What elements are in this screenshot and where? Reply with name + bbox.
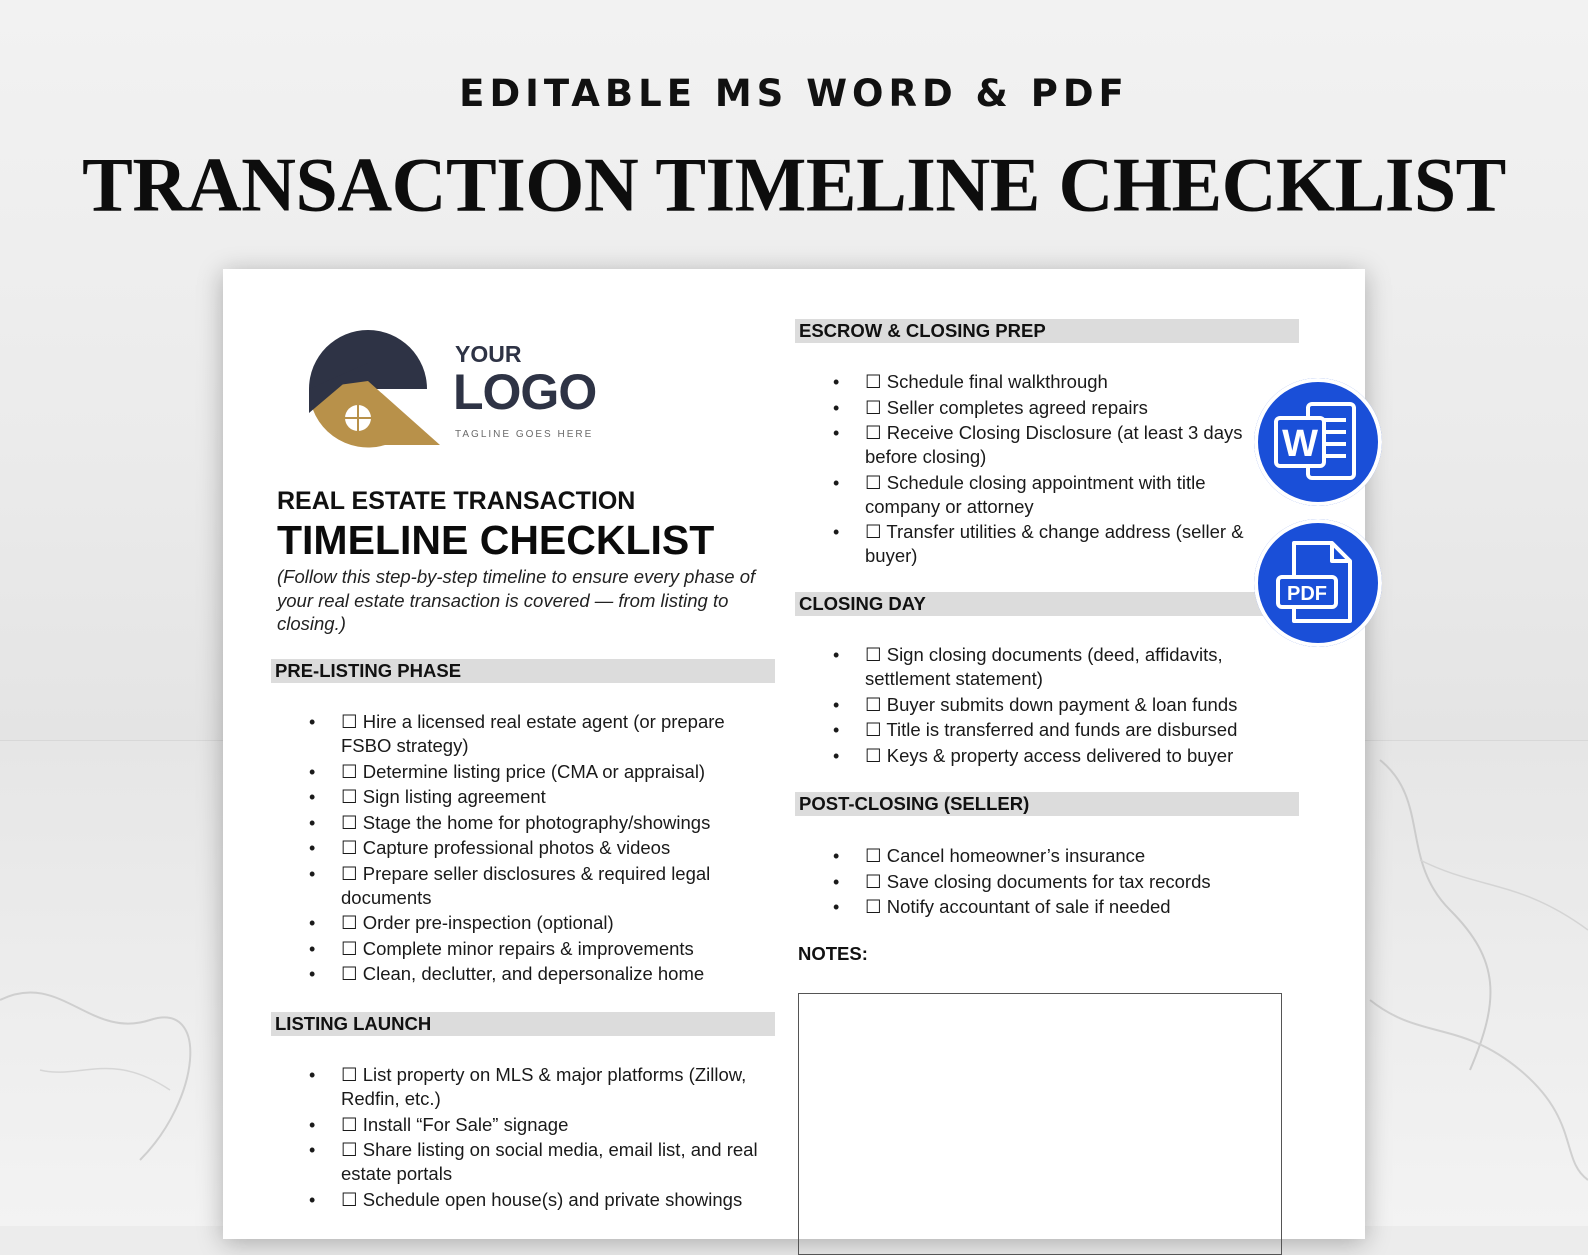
list-item[interactable]: • ☐ List property on MLS & major platforms (Zillow, Redfin, etc.) [277, 1063, 767, 1111]
list-item[interactable]: • ☐ Share listing on social media, email list, and real estate portals [277, 1138, 767, 1186]
section-heading-escrow: ESCROW & CLOSING PREP [795, 319, 1299, 343]
list-item[interactable]: • ☐ Complete minor repairs & improvements [277, 937, 767, 961]
list-item[interactable]: • ☐ Transfer utilities & change address (seller & buyer) [801, 520, 1263, 568]
list-item[interactable]: • ☐ Title is transferred and funds are disbursed [801, 718, 1263, 742]
list-item[interactable]: • ☐ Clean, declutter, and depersonalize home [277, 962, 767, 986]
list-item[interactable]: • ☐ Sign closing documents (deed, affidavits, settlement statement) [801, 643, 1263, 691]
escrow-list [801, 370, 1263, 570]
notes-box[interactable] [798, 993, 1282, 1255]
section-heading-closing-day: CLOSING DAY [795, 592, 1299, 616]
list-item[interactable]: • ☐ Sign listing agreement [277, 785, 767, 809]
section-heading-listing-launch: LISTING LAUNCH [271, 1012, 775, 1036]
document-subtitle: REAL ESTATE TRANSACTION [277, 487, 636, 515]
logo-text: LOGO [453, 364, 597, 420]
main-title: TRANSACTION TIMELINE CHECKLIST [82, 142, 1506, 228]
logo [285, 319, 615, 461]
pdf-badge-label: PDF [1287, 583, 1327, 605]
post-closing-list [801, 844, 1263, 921]
listing-launch-list [277, 1063, 767, 1213]
list-item[interactable]: • ☐ Seller completes agreed repairs [801, 396, 1263, 420]
list-item[interactable]: • ☐ Save closing documents for tax records [801, 870, 1263, 894]
list-item[interactable]: • ☐ Schedule final walkthrough [801, 370, 1263, 394]
list-item[interactable]: • ☐ Receive Closing Disclosure (at least 3 days before closing) [801, 421, 1263, 469]
list-item[interactable]: • ☐ Cancel homeowner’s insurance [801, 844, 1263, 868]
word-badge [1254, 378, 1382, 506]
logo-your-text: YOUR [455, 341, 522, 367]
list-item[interactable]: • ☐ Notify accountant of sale if needed [801, 895, 1263, 919]
list-item[interactable]: • ☐ Prepare seller disclosures & required legal documents [277, 862, 767, 910]
logo-tagline: TAGLINE GOES HERE [455, 429, 594, 440]
section-heading-pre-listing: PRE-LISTING PHASE [271, 659, 775, 683]
list-item[interactable]: • ☐ Schedule closing appointment with title company or attorney [801, 471, 1263, 519]
word-badge-letter: W [1282, 423, 1318, 465]
word-document-icon [1254, 378, 1382, 506]
list-item[interactable]: • ☐ Install “For Sale” signage [277, 1113, 767, 1137]
list-item[interactable]: • ☐ Order pre-inspection (optional) [277, 911, 767, 935]
house-logo-icon [285, 319, 455, 461]
pdf-document-icon [1254, 519, 1382, 647]
list-item[interactable]: • ☐ Capture professional photos & videos [277, 836, 767, 860]
document-intro: (Follow this step-by-step timeline to ensure every phase of your real estate transaction is covered — from listing to closing.) [277, 566, 756, 634]
section-heading-post-closing: POST-CLOSING (SELLER) [795, 792, 1299, 816]
header-label: EDITABLE MS WORD & PDF [459, 72, 1129, 115]
list-item[interactable]: • ☐ Hire a licensed real estate agent (or prepare FSBO strategy) [277, 710, 767, 758]
pdf-badge [1254, 519, 1382, 647]
list-item[interactable]: • ☐ Schedule open house(s) and private showings [277, 1188, 767, 1212]
list-item[interactable]: • ☐ Stage the home for photography/showings [277, 811, 767, 835]
document-page [223, 269, 1365, 1239]
list-item[interactable]: • ☐ Determine listing price (CMA or appraisal) [277, 760, 767, 784]
document-title: TIMELINE CHECKLIST [277, 517, 715, 563]
pre-listing-list [277, 710, 767, 988]
closing-day-list [801, 643, 1263, 769]
notes-label: NOTES: [798, 943, 868, 964]
list-item[interactable]: • ☐ Buyer submits down payment & loan funds [801, 693, 1263, 717]
list-item[interactable]: • ☐ Keys & property access delivered to buyer [801, 744, 1263, 768]
